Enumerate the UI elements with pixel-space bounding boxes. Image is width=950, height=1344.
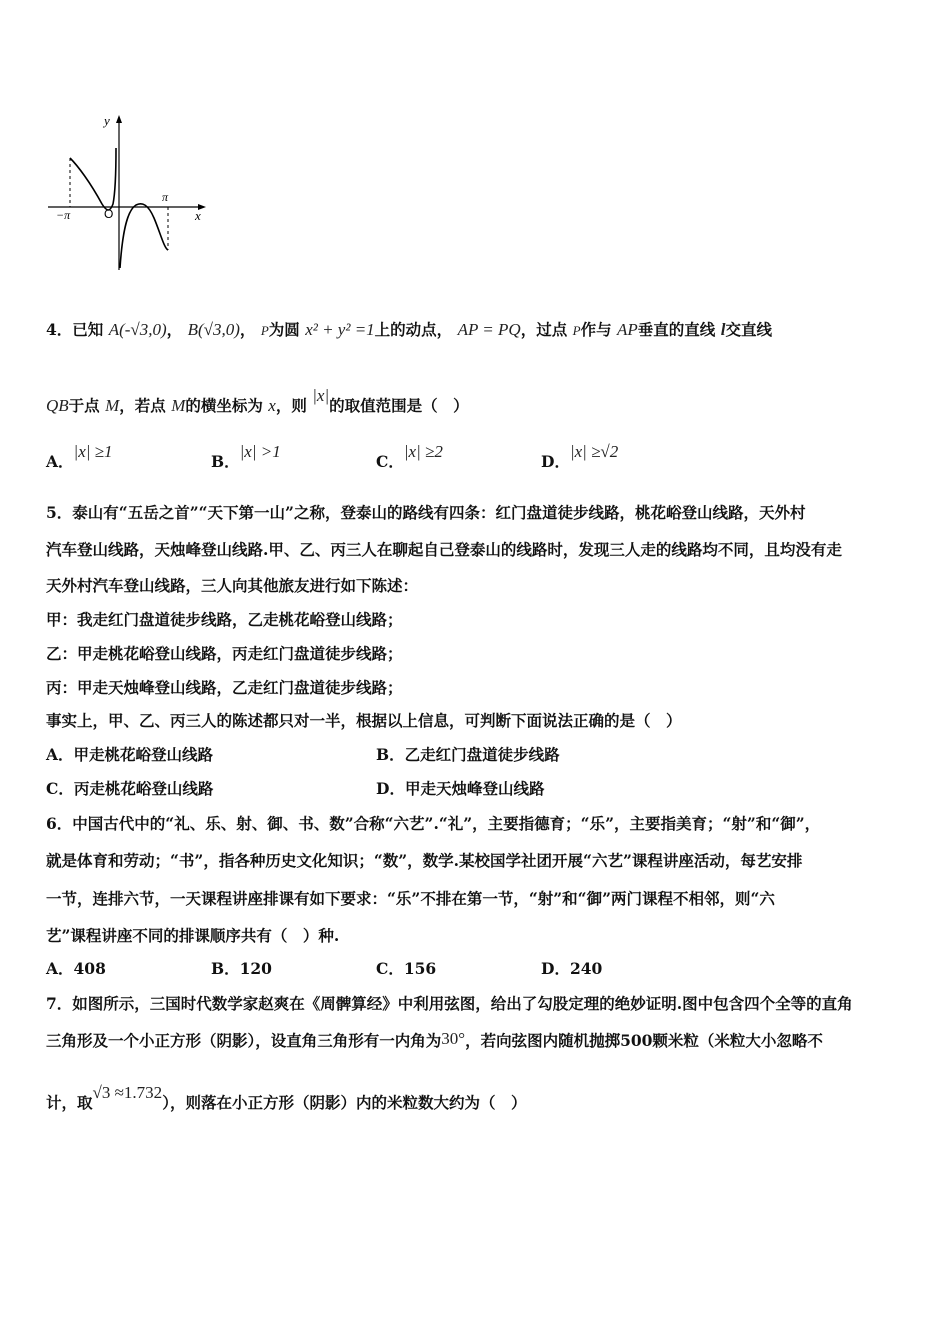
line-l: l (720, 320, 726, 339)
q4-text: ， (239, 320, 256, 339)
pi-label: π (162, 190, 169, 204)
y-label: y (104, 113, 110, 128)
q4-option-value: |x| ≥√2 (569, 442, 619, 461)
q5-line5: 乙：甲走桃花峪登山线路，丙走红门盘道徒步线路； (46, 644, 403, 663)
q4-text: 交直线 (725, 320, 772, 339)
ap-pq-equation: AP = PQ (457, 320, 521, 339)
q5-line1: 5．泰山有“五岳之首”“天下第一山”之称，登泰山的路线有四条：红门盘道徒步线路，桃花峪登山线路，天外村 (46, 503, 806, 522)
q6-option-a: A．408 (46, 959, 106, 978)
q7-text: ），则落在小正方形（阴影）内的米粒数大约为（ ） (162, 1093, 527, 1112)
q4-text: 已知 (72, 320, 104, 339)
q4-option-b (211, 442, 281, 472)
q6-line2: 就是体育和劳动；“书”，指各种历史文化知识；“数”，数学.某校国学社团开展“六艺”课程讲座活动，每艺安排 (46, 851, 803, 870)
q5-line6: 丙：甲走天烛峰登山线路，乙走红门盘道徒步线路； (46, 678, 403, 697)
function-graph (44, 108, 214, 278)
q7-text: ，若向弦图内随机抛掷500颗米粒（米粒大小忽略不 (465, 1031, 823, 1050)
q5-line7: 事实上，甲、乙、丙三人的陈述都只对一半，根据以上信息，可判断下面说法正确的是（ ） (46, 711, 682, 730)
curve-left (70, 148, 116, 210)
origin-label: O (104, 207, 114, 221)
q4-option-label: B． (211, 452, 240, 471)
q6-option-d: D．240 (541, 959, 603, 978)
point-b: B(√3,0) (187, 320, 240, 339)
x-label: x (195, 208, 201, 223)
q6-option-b: B．120 (211, 959, 272, 978)
q4-option-label: A． (46, 452, 74, 471)
q4-option-d (541, 442, 619, 472)
neg-pi-label: −π (56, 208, 71, 222)
q7-text: 计，取 (46, 1093, 93, 1112)
q4-line1 (46, 320, 772, 341)
q4-option-label: C． (376, 452, 404, 471)
q5-line4: 甲：我走红门盘道徒步线路，乙走桃花峪登山线路； (46, 610, 403, 629)
point-m: M (171, 396, 186, 415)
q5-option-a: A．甲走桃花峪登山线路 (46, 745, 214, 764)
abs-x: |x| (312, 386, 330, 405)
curve-right (120, 204, 168, 268)
q5-line3: 天外村汽车登山线路，三人向其他旅友进行如下陈述： (46, 576, 419, 595)
q4-text: 垂直的直线 (637, 320, 716, 339)
y-axis-arrow (116, 115, 122, 123)
point-m: M (105, 396, 120, 415)
q4-text: 的横坐标为 (185, 396, 263, 415)
q7-text: 三角形及一个小正方形（阴影），设直角三角形有一内角为 (46, 1031, 442, 1050)
q4-option-a (46, 442, 113, 472)
q4-option-value: |x| >1 (239, 442, 281, 461)
q7-line1: 7．如图所示，三国时代数学家赵爽在《周髀算经》中利用弦图，给出了勾股定理的绝妙证明.图中包含四个全等的直角 (46, 994, 853, 1013)
q4-option-value: |x| ≥2 (403, 442, 443, 461)
q4-text: ，则 (275, 396, 307, 415)
sqrt3-approx: √3 ≈1.732 (92, 1083, 163, 1102)
line-qb: QB (46, 396, 69, 415)
q6-option-c: C．156 (376, 959, 437, 978)
q6-line1: 6．中国古代中的“礼、乐、射、御、书、数”合称“六艺”.“礼”，主要指德育；“乐”，主要指美育；“射”和“御”， (46, 814, 821, 833)
q4-text: 作与 (580, 320, 612, 339)
q4-text: 的取值范围是（ ） (329, 396, 469, 415)
q4-option-label: D． (541, 452, 570, 471)
point-p: P (572, 323, 581, 338)
q7-line2 (46, 1031, 823, 1051)
point-a: A(-√3,0) (108, 320, 167, 339)
angle-30: 30° (441, 1029, 466, 1048)
q4-text: ， (166, 320, 183, 339)
q5-option-c: C．丙走桃花峪登山线路 (46, 779, 214, 798)
q5-option-b: B．乙走红门盘道徒步线路 (376, 745, 560, 764)
circle-equation: x² + y² =1 (305, 320, 375, 339)
q5-option-d: D．甲走天烛峰登山线路 (376, 779, 545, 798)
q4-line2 (46, 386, 469, 416)
q4-num: 4． (46, 320, 73, 339)
q4-text: ，若点 (119, 396, 166, 415)
q4-option-c (376, 442, 443, 472)
q4-text: 为圆 (268, 320, 300, 339)
q4-option-value: |x| ≥1 (73, 442, 113, 461)
q4-text: 于点 (68, 396, 100, 415)
q6-line3: 一节，连排六节，一天课程讲座排课有如下要求：“乐”不排在第一节，“射”和“御”两门课程不相邻，则“六 (46, 889, 775, 908)
q6-line4: 艺”课程讲座不同的排课顺序共有（ ）种. (46, 926, 340, 945)
var-x: x (268, 396, 276, 415)
q4-text: 上的动点， (374, 320, 453, 339)
q7-line3 (46, 1083, 527, 1113)
point-p: P (260, 323, 269, 338)
q5-line2: 汽车登山线路，天烛峰登山线路.甲、乙、丙三人在聊起自己登泰山的线路时，发现三人走的线路均不同，且均没有走 (46, 540, 842, 559)
q4-text: ，过点 (520, 320, 568, 339)
segment-ap: AP (617, 320, 638, 339)
